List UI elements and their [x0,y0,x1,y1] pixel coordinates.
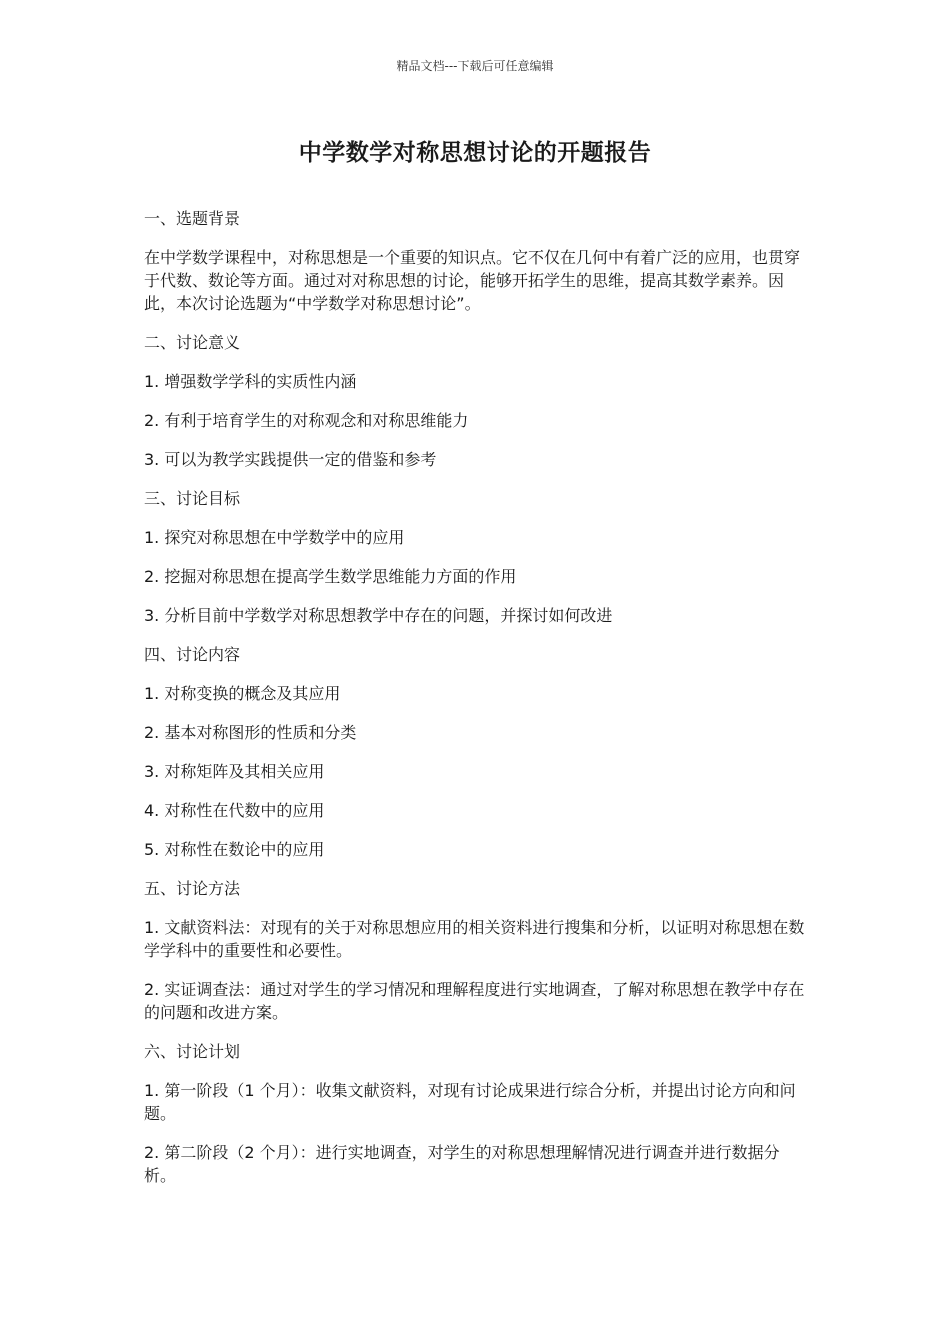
document-title: 中学数学对称思想讨论的开题报告 [298,140,652,166]
significance-item: 2. 有利于培育学生的对称观念和对称思维能力 [144,411,469,430]
significance-item: 3. 可以为教学实践提供一定的借鉴和参考 [144,450,437,469]
header-note: 精品文档---下载后可任意编辑 [396,59,554,73]
section-heading-plan: 六、讨论计划 [144,1042,241,1061]
section-heading-methods: 五、讨论方法 [144,879,241,898]
method-item: 1. 文献资料法：对现有的关于对称思想应用的相关资料进行搜集和分析，以证明对称思想在数学学科中的重要性和必要性。 [144,918,805,960]
content-item: 1. 对称变换的概念及其应用 [144,684,341,703]
method-item: 2. 实证调查法：通过对学生的学习情况和理解程度进行实地调查，了解对称思想在教学中存在的问题和改进方案。 [144,980,805,1022]
significance-item: 1. 增强数学学科的实质性内涵 [144,372,357,391]
content-item: 5. 对称性在数论中的应用 [144,840,325,859]
section-heading-background: 一、选题背景 [144,209,241,228]
content-item: 2. 基本对称图形的性质和分类 [144,723,357,742]
goal-item: 2. 挖掘对称思想在提高学生数学思维能力方面的作用 [144,567,517,586]
goal-item: 3. 分析目前中学数学对称思想教学中存在的问题，并探讨如何改进 [144,606,613,625]
content-item: 4. 对称性在代数中的应用 [144,801,325,820]
section-heading-significance: 二、讨论意义 [144,333,241,352]
plan-item: 2. 第二阶段（2 个月）：进行实地调查，对学生的对称思想理解情况进行调查并进行数据分析。 [144,1143,780,1185]
section-heading-goals: 三、讨论目标 [144,489,241,508]
plan-item: 1. 第一阶段（1 个月）：收集文献资料，对现有讨论成果进行综合分析，并提出讨论方向和问题。 [144,1081,796,1123]
section-heading-content: 四、讨论内容 [144,645,241,664]
background-paragraph: 在中学数学课程中，对称思想是一个重要的知识点。它不仅在几何中有着广泛的应用，也贯穿于代数、数论等方面。通过对对称思想的讨论，能够开拓学生的思维，提高其数学素养。因此，本次讨论选题为“中学数学对称思想讨论”。 [144,248,801,313]
content-item: 3. 对称矩阵及其相关应用 [144,762,325,781]
goal-item: 1. 探究对称思想在中学数学中的应用 [144,528,405,547]
document-body [144,207,808,1203]
